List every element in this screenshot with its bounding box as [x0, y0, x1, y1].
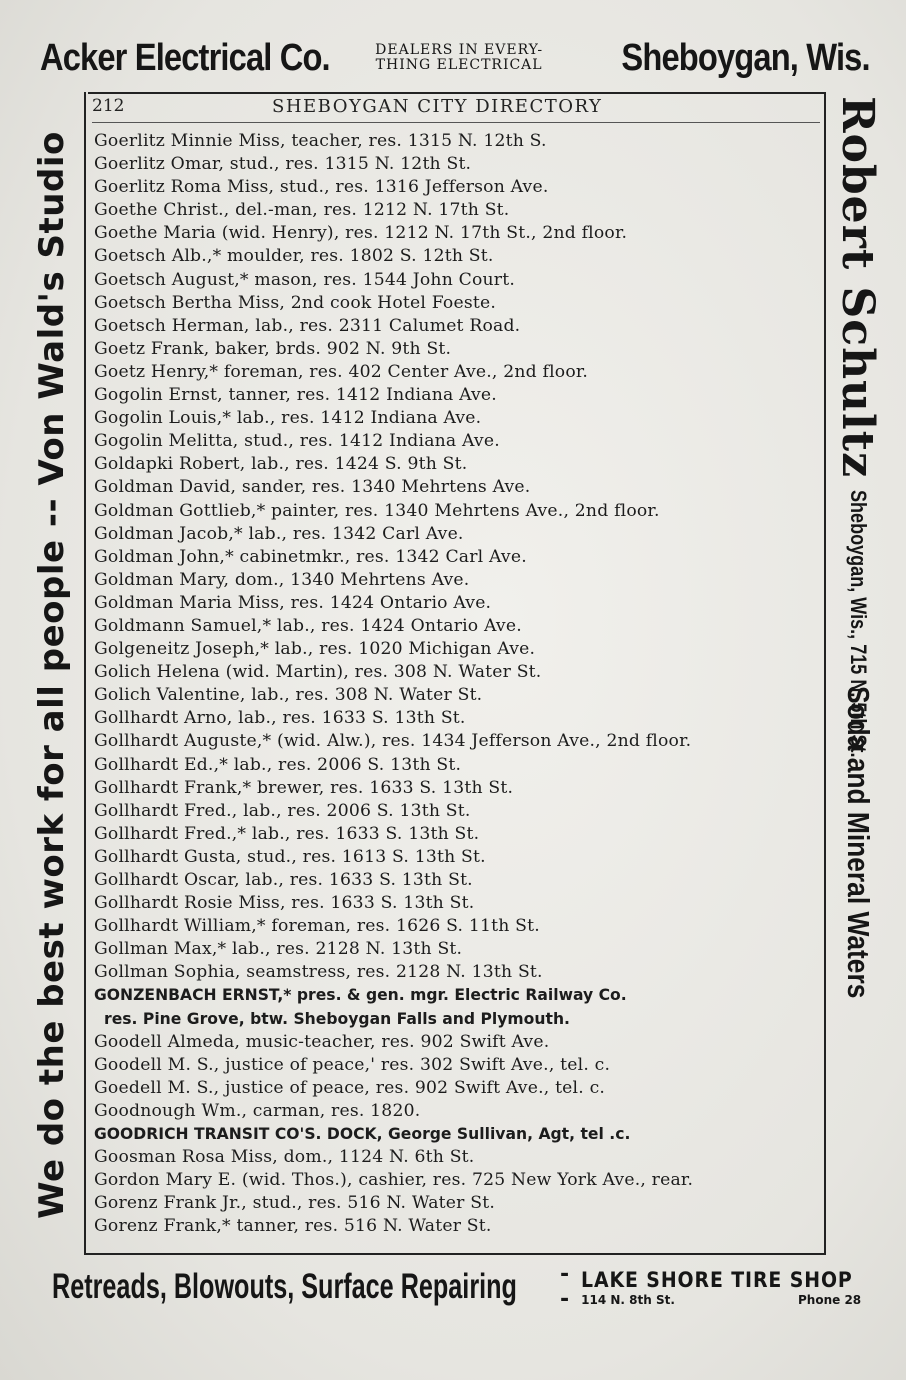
- directory-entry: GOODRICH TRANSIT CO'S. DOCK, George Sullivan, Agt, tel .c.: [94, 1125, 631, 1144]
- top-ad-company: Acker Electrical Co.: [40, 36, 330, 79]
- right-ad-products: Soda and Mineral Waters: [841, 686, 876, 999]
- directory-entry: Gollhardt Fred., lab., res. 2006 S. 13th St.: [94, 800, 471, 821]
- top-ad-tagline-line1: DEALERS IN EVERY-: [375, 42, 544, 58]
- header-rule: [92, 122, 820, 123]
- directory-entry: Goetsch Herman, lab., res. 2311 Calumet Road.: [94, 315, 521, 336]
- bottom-ad-separator: --: [560, 1262, 570, 1312]
- directory-entry: Golgeneitz Joseph,* lab., res. 1020 Michigan Ave.: [94, 639, 536, 660]
- running-title: SHEBOYGAN CITY DIRECTORY: [272, 96, 603, 117]
- directory-entry: Goerlitz Roma Miss, stud., res. 1316 Jefferson Ave.: [94, 177, 549, 198]
- directory-entry: Golich Helena (wid. Martin), res. 308 N. Water St.: [94, 662, 542, 683]
- left-side-advertisement: [24, 100, 80, 1250]
- directory-entry: Goerlitz Minnie Miss, teacher, res. 1315 N. 12th S.: [94, 131, 547, 151]
- directory-entry: Goetsch Alb.,* moulder, res. 1802 S. 12th St.: [94, 246, 494, 267]
- directory-entry: Gogolin Louis,* lab., res. 1412 Indiana Ave.: [94, 408, 482, 429]
- directory-entry: Gollman Sophia, seamstress, res. 2128 N. 13th St.: [94, 962, 543, 983]
- directory-entry: Gollhardt Arno, lab., res. 1633 S. 13th St.: [94, 708, 466, 729]
- directory-entry: Goethe Christ., del.-man, res. 1212 N. 17th St.: [94, 200, 510, 221]
- directory-entry: Gollhardt Rosie Miss, res. 1633 S. 13th St.: [94, 893, 475, 914]
- top-ad-city: Sheboygan, Wis.: [621, 36, 870, 79]
- directory-entry: Goldapki Robert, lab., res. 1424 S. 9th St.: [94, 454, 468, 475]
- directory-entry: Gollhardt Ed.,* lab., res. 2006 S. 13th St.: [94, 754, 462, 775]
- directory-entry: Goldman John,* cabinetmkr., res. 1342 Carl Ave.: [94, 546, 527, 567]
- directory-entry: Goetz Frank, baker, brds. 902 N. 9th St.: [94, 338, 452, 359]
- right-border-rule: [824, 92, 826, 1254]
- directory-entry: Goethe Maria (wid. Henry), res. 1212 N. 17th St., 2nd floor.: [94, 223, 628, 244]
- right-side-advertisement: [830, 96, 886, 1256]
- directory-entry: Goodell M. S., justice of peace,' res. 302 Swift Ave., tel. c.: [94, 1054, 611, 1075]
- left-ad-text: We do the best work for all people -- Von Wald's Studio: [32, 131, 73, 1219]
- left-border-rule: [84, 92, 86, 1254]
- directory-entry: Gorenz Frank Jr., stud., res. 516 N. Water St.: [94, 1193, 495, 1214]
- directory-entry: Gollman Max,* lab., res. 2128 N. 13th St.: [94, 939, 463, 960]
- directory-entry: Goerlitz Omar, stud., res. 1315 N. 12th St.: [94, 154, 472, 175]
- directory-entry: Goldman Jacob,* lab., res. 1342 Carl Ave.: [94, 523, 464, 544]
- directory-entry: Gollhardt Frank,* brewer, res. 1633 S. 13th St.: [94, 777, 514, 798]
- page-header: [92, 94, 820, 120]
- directory-entry: GONZENBACH ERNST,* pres. & gen. mgr. Electric Railway Co.: [94, 986, 627, 1005]
- directory-entry: Goldmann Samuel,* lab., res. 1424 Ontario Ave.: [94, 615, 522, 636]
- directory-entry: Gollhardt Oscar, lab., res. 1633 S. 13th St.: [94, 870, 473, 890]
- directory-entry: Goldman Maria Miss, res. 1424 Ontario Ave.: [94, 592, 492, 613]
- directory-entry: Goldman Gottlieb,* painter, res. 1340 Mehrtens Ave., 2nd floor.: [94, 500, 660, 521]
- directory-entry: Goetz Henry,* foreman, res. 402 Center Ave., 2nd floor.: [94, 361, 589, 382]
- directory-entry: Goodell Almeda, music-teacher, res. 902 Swift Ave.: [94, 1031, 550, 1052]
- top-ad-tagline-line2: THING ELECTRICAL: [375, 57, 543, 73]
- bottom-ad-address: 114 N. 8th St.: [581, 1292, 675, 1307]
- top-ad-tagline: [375, 43, 543, 73]
- right-ad-name: Robert Schultz: [832, 96, 884, 479]
- directory-entry: Golich Valentine, lab., res. 308 N. Water St.: [94, 685, 483, 706]
- directory-entry: Goetsch Bertha Miss, 2nd cook Hotel Foeste.: [94, 292, 497, 313]
- directory-entry: Gollhardt Fred.,* lab., res. 1633 S. 13th St.: [94, 823, 480, 844]
- directory-entry: Gollhardt Gusta, stud., res. 1613 S. 13th St.: [94, 846, 486, 867]
- bottom-ad-services: Retreads, Blowouts, Surface Repairing: [52, 1267, 517, 1306]
- bottom-ad-phone: Phone 28: [798, 1292, 862, 1307]
- bottom-ad-shop-name: LAKE SHORE TIRE SHOP: [581, 1267, 853, 1292]
- right-ad-address: Sheboygan, Wis., 715 N. 5th St.: [846, 490, 871, 758]
- directory-entry: Goosman Rosa Miss, dom., 1124 N. 6th St.: [94, 1147, 475, 1168]
- bottom-advertisement: [52, 1262, 862, 1312]
- directory-entry: res. Pine Grove, btw. Sheboygan Falls and Plymouth.: [104, 1009, 570, 1028]
- directory-entry: Gogolin Melitta, stud., res. 1412 Indiana Ave.: [94, 431, 500, 452]
- directory-entry: Gogolin Ernst, tanner, res. 1412 Indiana Ave.: [94, 385, 497, 406]
- directory-entry: Gorenz Frank,* tanner, res. 516 N. Water St.: [94, 1216, 492, 1237]
- top-advertisement: [40, 30, 870, 86]
- directory-entry: Gollhardt Auguste,* (wid. Alw.), res. 1434 Jefferson Ave., 2nd floor.: [94, 731, 692, 752]
- bottom-ad-shop-block: [581, 1268, 883, 1307]
- directory-entries: [94, 130, 824, 1239]
- page-number: 212: [92, 96, 125, 116]
- directory-entry: Goodnough Wm., carman, res. 1820.: [94, 1100, 421, 1121]
- directory-entry: Goldman David, sander, res. 1340 Mehrtens Ave.: [94, 477, 531, 498]
- directory-entry: Gollhardt William,* foreman, res. 1626 S. 11th St.: [94, 916, 540, 937]
- bottom-border-rule: [84, 1253, 826, 1255]
- directory-entry: Gordon Mary E. (wid. Thos.), cashier, res. 725 New York Ave., rear.: [94, 1170, 694, 1191]
- directory-entry: Goedell M. S., justice of peace, res. 902 Swift Ave., tel. c.: [94, 1077, 606, 1098]
- directory-entry: Goldman Mary, dom., 1340 Mehrtens Ave.: [94, 569, 470, 590]
- directory-entry: Goetsch August,* mason, res. 1544 John Court.: [94, 269, 515, 290]
